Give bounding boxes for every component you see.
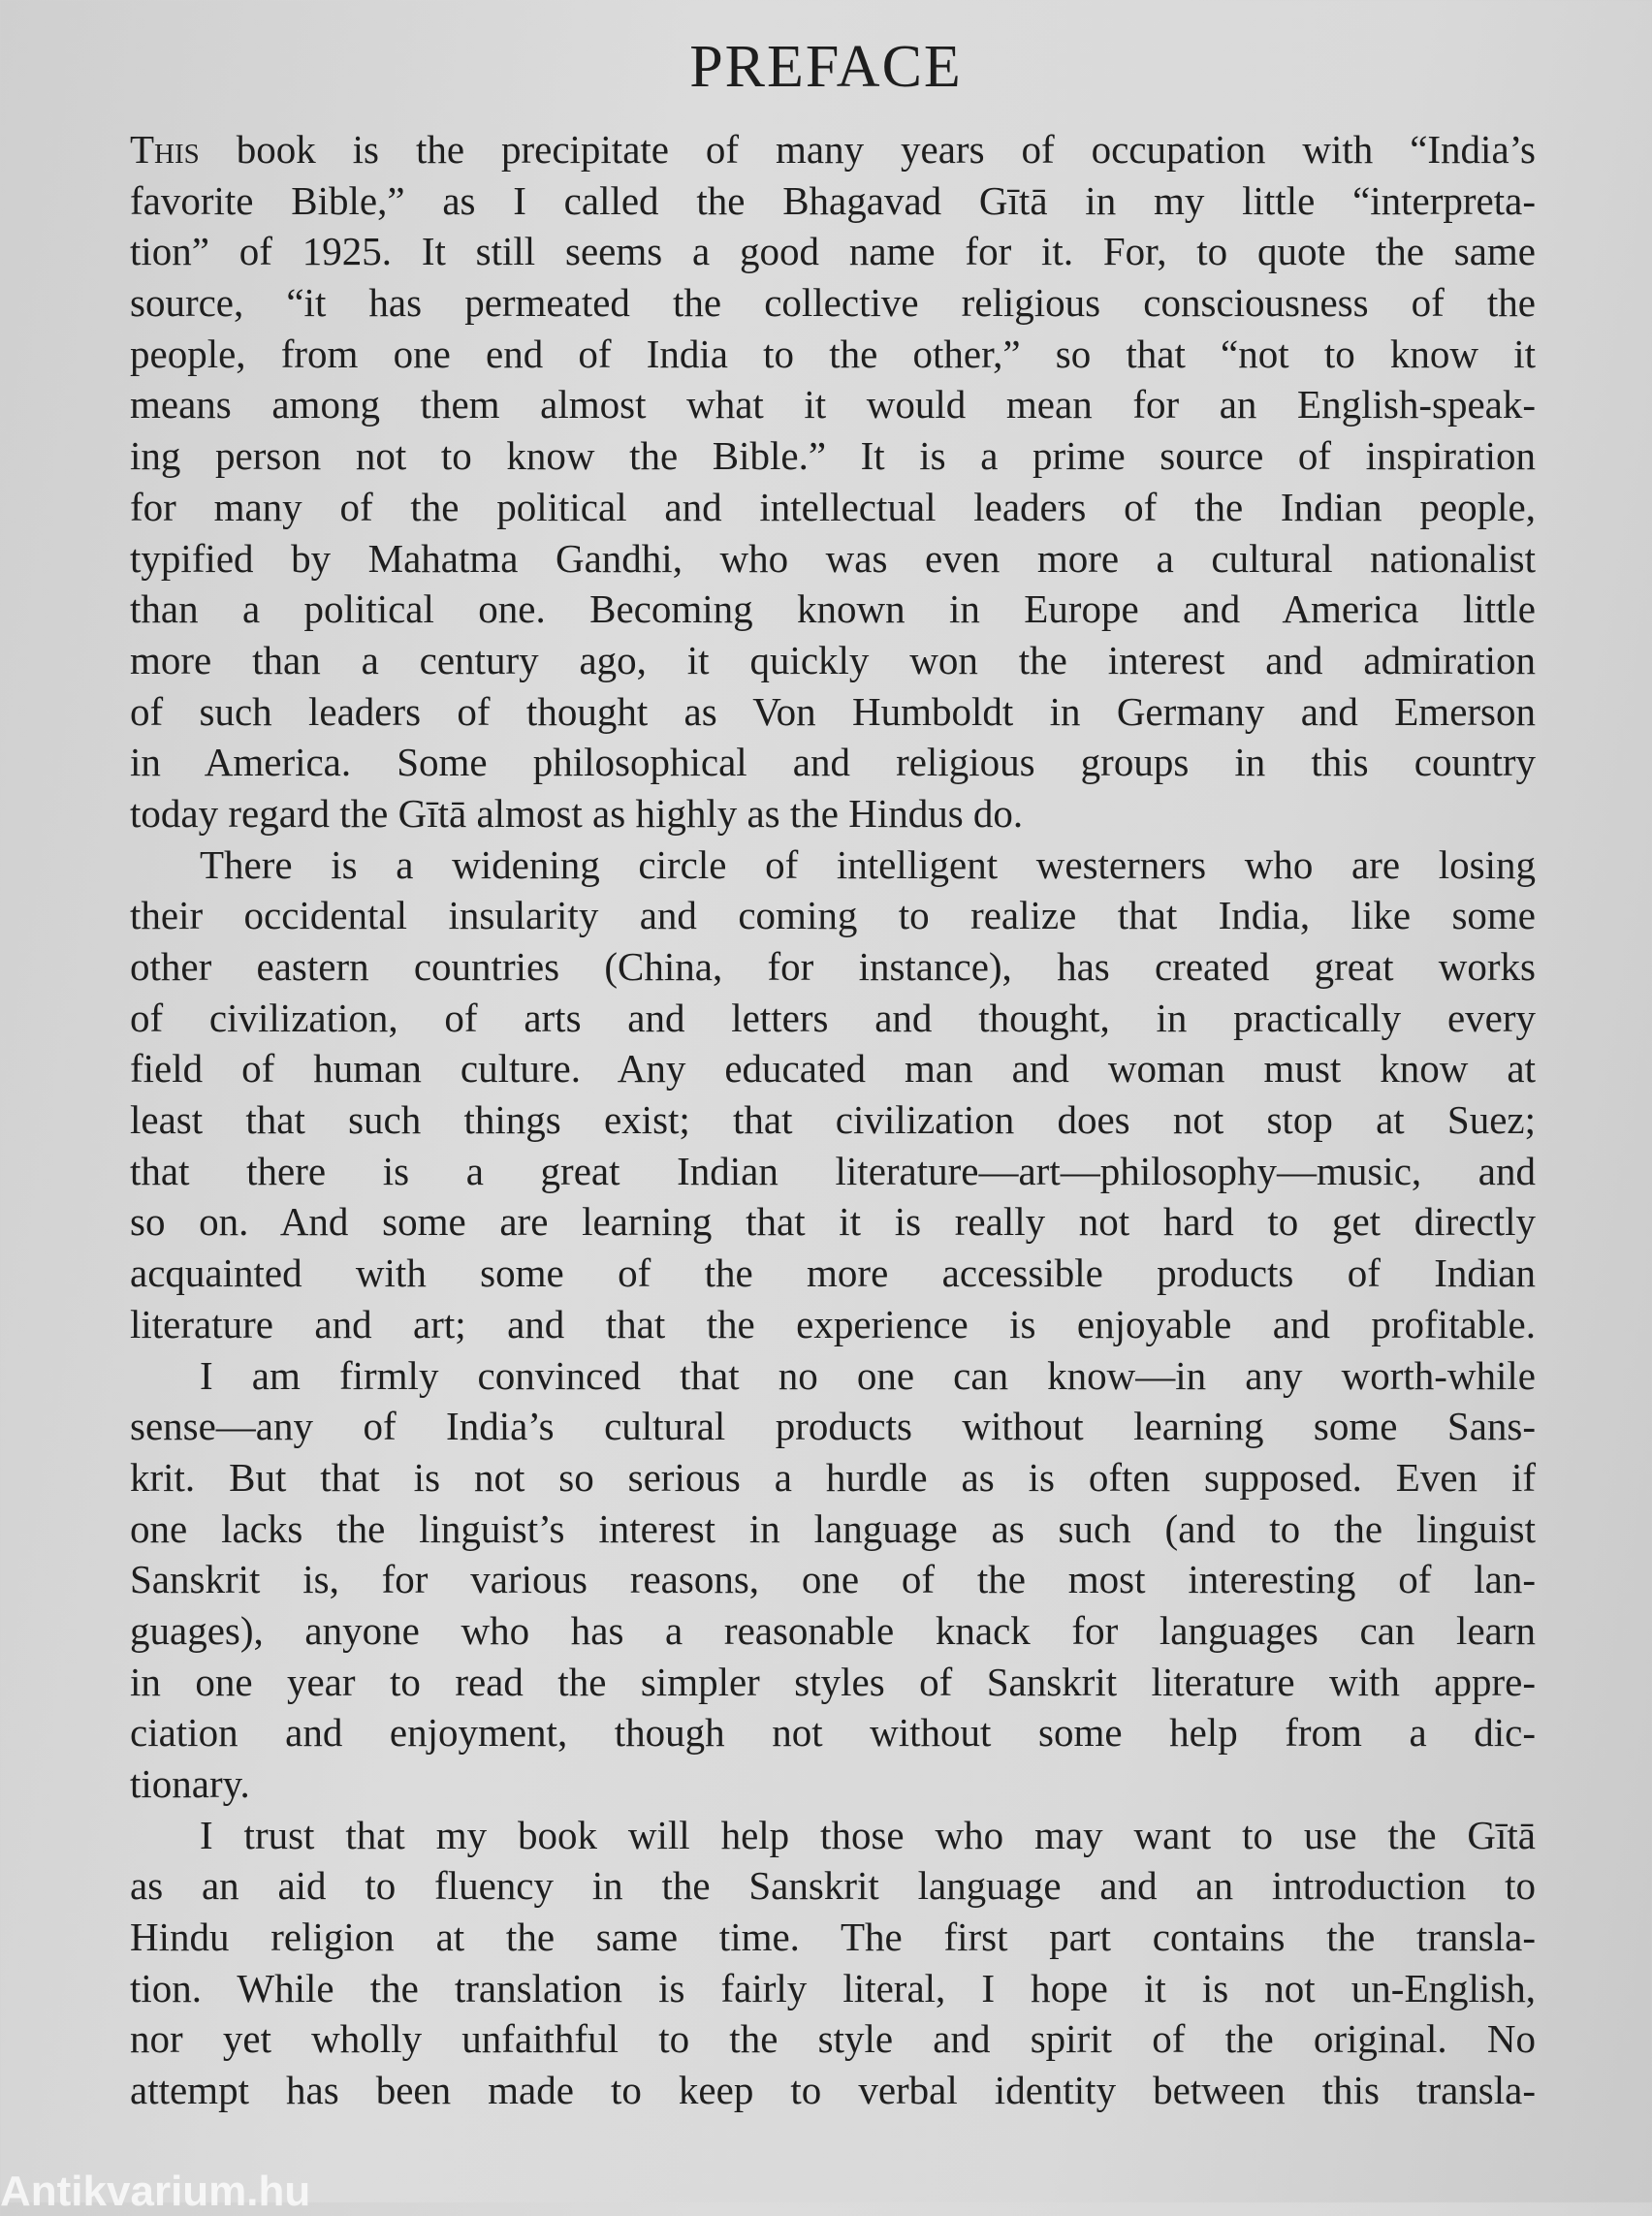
page-title: PREFACE [689,34,963,100]
text-line: of civilization, of arts and letters and thought, in practically every [130,995,1536,1040]
text-line: typified by Mahatma Gandhi, who was even more a cultural nationalist [130,535,1536,581]
text-line: more than a century ago, it quickly won the interest and admiration [130,637,1536,682]
text-line: than a political one. Becoming known in Europe and America little [130,586,1536,632]
text-line: as an aid to fluency in the Sanskrit language and an introduction to [130,1863,1536,1909]
text-line: in one year to read the simpler styles of Sanskrit literature with appre- [130,1659,1536,1704]
text-line: literature and art; and that the experience is enjoyable and profitable. [130,1301,1536,1346]
text-line: There is a widening circle of intelligent westerners who are losing [200,841,1536,887]
text-line: their occidental insularity and coming to realize that India, like some [130,893,1536,938]
text-line: field of human culture. Any educated man and woman must know at [130,1046,1536,1092]
text-line: for many of the political and intellectual leaders of the Indian people, [130,484,1536,529]
text-line: that there is a great Indian literature—art—philosophy—music, and [130,1148,1536,1193]
text-line: other eastern countries (China, for instance), has created great works [130,944,1536,989]
text-line: in America. Some philosophical and religious groups in this country [130,740,1536,785]
text-line: ciation and enjoyment, though not without some help from a dic- [130,1710,1536,1756]
text-line: krit. But that is not so serious a hurdle as is often supposed. Even if [130,1454,1536,1500]
text-line: one lacks the linguist’s interest in language as such (and to the linguist [130,1505,1536,1551]
text-line: Sanskrit is, for various reasons, one of the most interesting of lan- [130,1557,1536,1602]
preface-body [130,124,1536,2116]
text-line: I am firmly convinced that no one can know—in any worth-while [200,1352,1536,1398]
text-line: sense—any of India’s cultural products without learning some Sans- [130,1404,1536,1449]
text-line: attempt has been made to keep to verbal identity between this transla- [130,2068,1536,2113]
text-line: people, from one end of India to the other,” so that “not to know it [130,331,1536,376]
text-line: so on. And some are learning that it is really not hard to get directly [130,1199,1536,1245]
text-line: guages), anyone who has a reasonable knack for languages can learn [130,1607,1536,1653]
text-line: source, “it has permeated the collective religious consciousness of the [130,280,1536,326]
text-line: tion. While the translation is fairly literal, I hope it is not un-English, [130,1965,1536,2010]
text-line: nor yet wholly unfaithful to the style and spirit of the original. No [130,2016,1536,2062]
watermark: Antikvarium.hu [0,2168,311,2215]
text-line: tionary. [130,1761,250,1806]
text-line: least that such things exist; that civilization does not stop at Suez; [130,1097,1536,1143]
text-line: acquainted with some of the more accessible products of Indian [130,1250,1536,1296]
text-line: favorite Bible,” as I called the Bhagavad Gītā in my little “interpreta- [130,177,1536,223]
text-line: ing person not to know the Bible.” It is a prime source of inspiration [130,433,1536,479]
text-line: Hindu religion at the same time. The first part contains the transla- [130,1915,1536,1960]
text-line: means among them almost what it would mean for an English-speak- [130,382,1536,427]
text-line: I trust that my book will help those who may want to use the Gītā [200,1812,1536,1857]
text-line: This book is the precipitate of many years of occupation with “India’s [130,127,1536,172]
text-line: tion” of 1925. It still seems a good name for it. For, to quote the same [130,229,1536,274]
text-line: today regard the Gītā almost as highly as the Hindus do. [130,790,1024,836]
text-line: of such leaders of thought as Von Humboldt in Germany and Emerson [130,688,1536,734]
